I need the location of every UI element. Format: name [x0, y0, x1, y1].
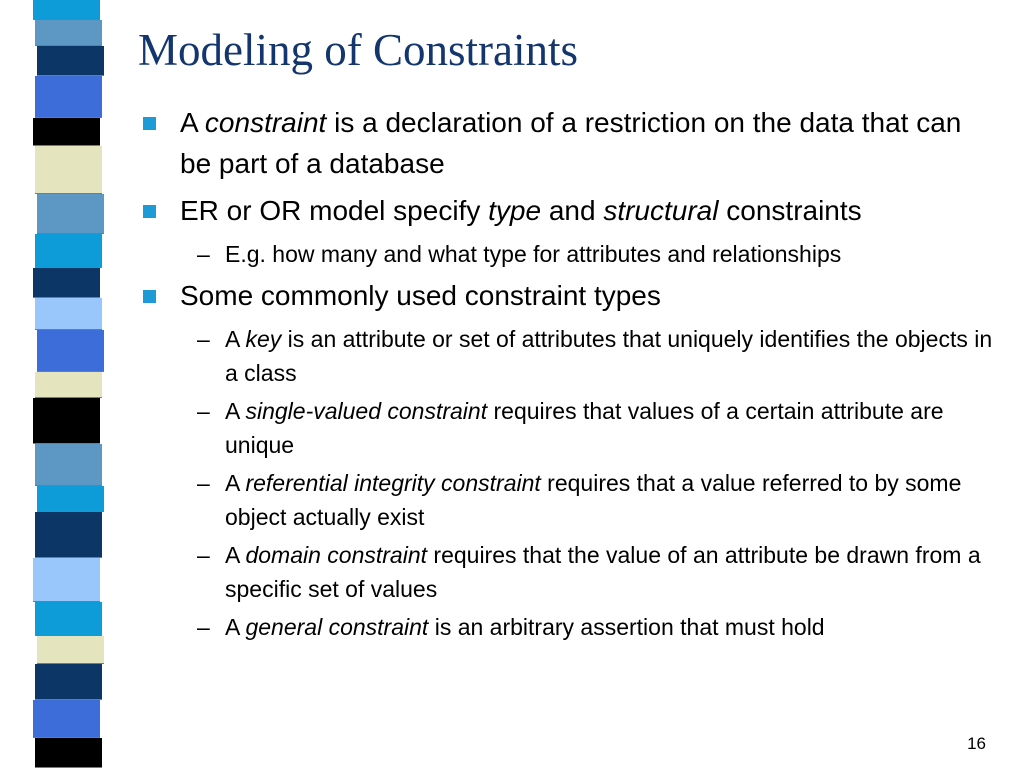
stripe-block — [37, 46, 104, 76]
sub-bullet-text-post: is an attribute or set of attributes that uniquely identifies the objects in a class — [225, 326, 993, 386]
stripe-block — [35, 20, 102, 46]
sub-bullet-text-pre: A — [225, 542, 246, 568]
sub-bullet-text-pre: A — [225, 614, 246, 640]
sub-bullet-emphasis: key — [245, 326, 282, 352]
stripe-block — [35, 298, 102, 330]
square-bullet-icon — [143, 117, 156, 130]
stripe-block — [37, 636, 104, 664]
bullet-text-pre: ER or OR model specify — [180, 195, 489, 226]
sub-bullet-item — [140, 610, 1000, 644]
stripe-block — [35, 444, 102, 486]
dash-bullet-icon: – — [197, 398, 210, 424]
sub-bullet-text-pre: A — [225, 326, 246, 352]
stripe-block — [35, 76, 102, 118]
stripe-block — [35, 234, 102, 268]
stripe-block — [35, 146, 102, 194]
square-bullet-icon — [143, 290, 156, 303]
sub-bullet-emphasis: general constraint — [245, 614, 429, 640]
bullet-text-emphasis: type — [488, 195, 542, 226]
dash-bullet-icon: – — [197, 614, 210, 640]
stripe-block — [35, 602, 102, 636]
sub-bullet-emphasis: domain constraint — [245, 542, 428, 568]
dash-bullet-icon: – — [197, 326, 210, 352]
sub-bullet-emphasis: referential integrity constraint — [245, 470, 541, 496]
sub-bullet-item — [140, 466, 1000, 534]
stripe-block — [35, 512, 102, 558]
stripe-block — [35, 372, 102, 398]
bullet-text-post: constraints — [718, 195, 862, 226]
sub-bullet-text-post: requires that a value referred to by some object actually exist — [225, 470, 962, 530]
sub-bullet-item — [140, 322, 1000, 390]
slide-number: 16 — [967, 734, 986, 753]
bullet-text: Some commonly used constraint types — [180, 280, 661, 311]
dash-bullet-icon: – — [197, 241, 210, 267]
sub-bullet-text-pre: A — [225, 470, 246, 496]
bullet-text-emphasis: constraint — [204, 107, 327, 138]
sub-bullet-text-post: requires that the value of an attribute be drawn from a specific set of values — [225, 542, 981, 602]
stripe-block — [37, 486, 104, 512]
sub-bullet-text-pre: A — [225, 398, 246, 424]
bullet-text-post: is a declaration of a restriction on the data that can be part of a database — [180, 107, 962, 179]
stripe-block — [33, 0, 100, 20]
stripe-block — [33, 398, 100, 444]
stripe-block — [33, 268, 100, 298]
bullet-item — [140, 190, 1000, 231]
sub-bullet-emphasis: single-valued constraint — [245, 398, 488, 424]
stripe-block — [33, 558, 100, 602]
stripe-block — [33, 118, 100, 146]
stripe-block — [35, 738, 102, 768]
sub-bullet-text-post: requires that values of a certain attribute are unique — [225, 398, 944, 458]
stripe-block — [37, 194, 104, 234]
stripe-block — [37, 330, 104, 372]
square-bullet-icon — [143, 205, 156, 218]
bullet-item — [140, 275, 1000, 316]
sub-bullet-item — [140, 394, 1000, 462]
sub-bullet-item — [140, 237, 1000, 271]
bullet-text-emphasis: structural — [603, 195, 719, 226]
sub-bullet-item — [140, 538, 1000, 606]
stripe-block — [33, 700, 100, 738]
dash-bullet-icon: – — [197, 470, 210, 496]
bullet-item — [140, 102, 1000, 184]
dash-bullet-icon: – — [197, 542, 210, 568]
sub-bullet-text: E.g. how many and what type for attributes and relationships — [225, 241, 842, 267]
sub-bullet-text-post: is an arbitrary assertion that must hold — [428, 614, 825, 640]
slide-title: Modeling of Constraints — [138, 25, 578, 75]
stripe-block — [35, 664, 102, 700]
decorative-stripe — [0, 0, 120, 768]
bullet-text-pre: A — [180, 107, 205, 138]
slide-content — [140, 102, 1000, 648]
bullet-text-mid: and — [541, 195, 604, 226]
